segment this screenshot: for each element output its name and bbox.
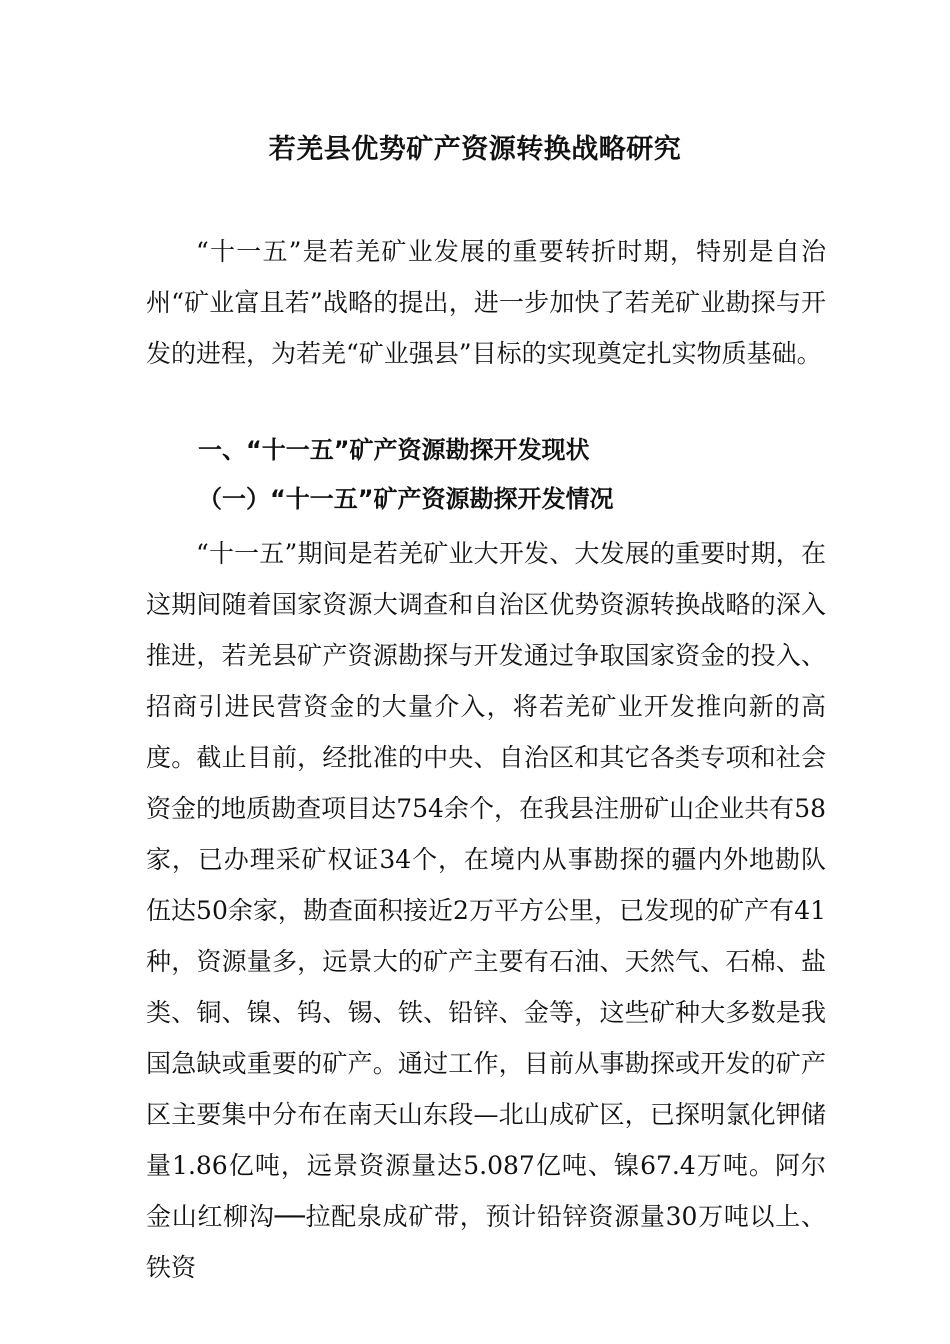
subsection-heading: （一）“十一五”矿产资源勘探开发情况	[198, 485, 614, 513]
section-heading: 一、“十一五”矿产资源勘探开发现状	[198, 436, 590, 464]
body-paragraph: “十一五”期间是若羌矿业大开发、大发展的重要时期，在这期间随着国家资源大调查和自治区优势资源转换战略的深入推进，若羌县矿产资源勘探与开发通过争取国家资金的投入、招商引进民营资金的大量介入，将若羌矿业开发推向新的高度。截止目前，经批准的中央、自治区和其它各类专项和社会资金的地质勘查项目达754余个，在我县注册矿山企业共有58家，已办理采矿权证34个，在境内从事勘探的疆内外地勘队伍达50余家，勘查面积接近2万平方公里，已发现的矿产有41种，资源量多，远景大的矿产主要有石油、天然气、石棉、盐类、铜、镍、钨、锡、铁、铅锌、金等，这些矿种大多数是我国急缺或重要的矿产。通过工作，目前从事勘探或开发的矿产区主要集中分布在南天山东段—北山成矿区，已探明氯化钾储量1.86亿吨，远景资源量达5.087亿吨、镍67.4万吨。阿尔金山红柳沟──拉配泉成矿带，预计铅锌资源量30万吨以上、铁资	[146, 539, 826, 1282]
document-title: 若羌县优势矿产资源转换战略研究	[268, 134, 682, 165]
intro-paragraph: “十一五”是若羌矿业发展的重要转折时期，特别是自治州“矿业富且若”战略的提出，进一步加快了若羌矿业勘探与开发的进程，为若羌“矿业强县”目标的实现奠定扎实物质基础。	[146, 237, 826, 368]
